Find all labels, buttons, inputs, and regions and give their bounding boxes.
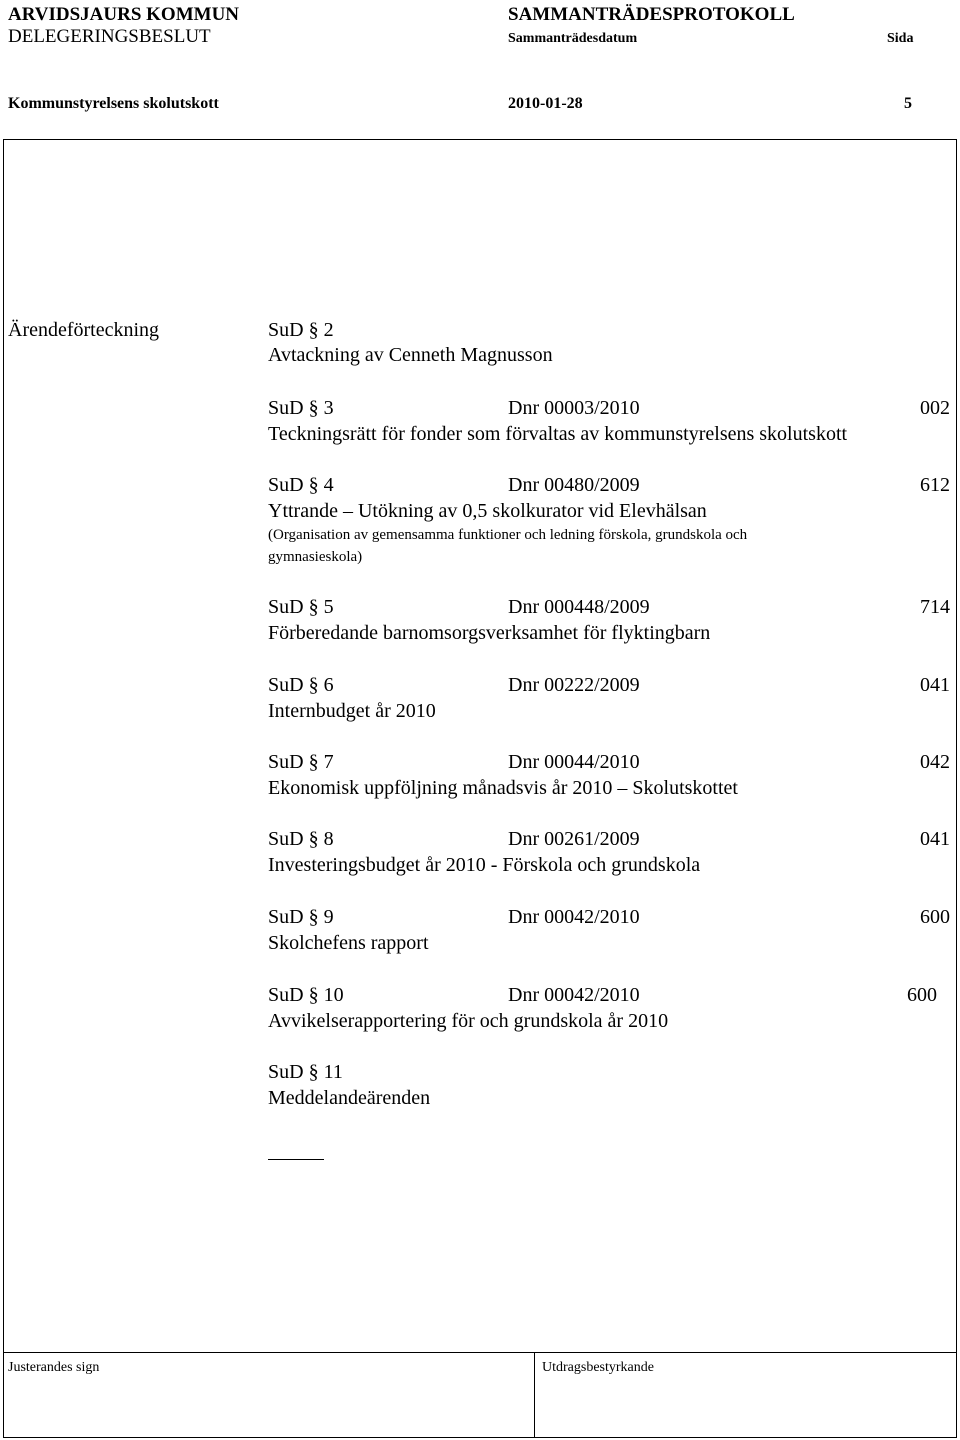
item-code: SuD § 9 <box>268 906 334 928</box>
sign-label: Justerandes sign <box>8 1360 100 1375</box>
item-code: SuD § 10 <box>268 984 344 1006</box>
item-title: Ekonomisk uppföljning månadsvis år 2010 – Skolutskottet <box>268 777 738 799</box>
item-title: Teckningsrätt för fonder som förvaltas av kommunstyrelsens skolutskott <box>268 423 848 445</box>
item-number: 002 <box>920 397 950 419</box>
item-code: SuD § 6 <box>268 674 334 696</box>
protocol-title: SAMMANTRÄDESPROTOKOLL <box>508 4 795 25</box>
footer-divider <box>534 1352 535 1438</box>
item-code: SuD § 3 <box>268 397 334 419</box>
item-title: Förberedande barnomsorgsverksamhet för flyktingbarn <box>268 622 711 644</box>
end-rule <box>268 1159 324 1160</box>
item-number: 600 <box>907 984 937 1006</box>
item-dnr: Dnr 00261/2009 <box>508 828 640 850</box>
item-code: SuD § 2 <box>268 319 334 341</box>
item-code: SuD § 8 <box>268 828 334 850</box>
item-number: 612 <box>920 474 950 496</box>
item-number: 714 <box>920 596 950 618</box>
item-title: Avtackning av Cenneth Magnusson <box>268 344 553 366</box>
item-title: Avvikelserapportering för och grundskola år 2010 <box>268 1010 669 1032</box>
item-code: SuD § 7 <box>268 751 334 773</box>
item-number: 600 <box>920 906 950 928</box>
item-code: SuD § 11 <box>268 1061 343 1083</box>
meeting-date: 2010-01-28 <box>508 95 583 112</box>
item-title: Meddelandeärenden <box>268 1087 431 1109</box>
item-dnr: Dnr 000448/2009 <box>508 596 650 618</box>
item-dnr: Dnr 00044/2010 <box>508 751 640 773</box>
committee-name: Kommunstyrelsens skolutskott <box>8 95 219 112</box>
page-label: Sida <box>887 31 914 46</box>
item-number: 041 <box>920 674 950 696</box>
item-code: SuD § 5 <box>268 596 334 618</box>
page-number: 5 <box>904 95 912 112</box>
item-dnr: Dnr 00042/2010 <box>508 906 640 928</box>
doc-type: DELEGERINGSBESLUT <box>8 26 211 47</box>
item-number: 042 <box>920 751 950 773</box>
item-title: Skolchefens rapport <box>268 932 429 954</box>
item-note-continued: gymnasieskola) <box>268 549 363 565</box>
org-name: ARVIDSJAURS KOMMUN <box>8 4 240 25</box>
item-title: Investeringsbudget år 2010 - Förskola och grundskola <box>268 854 701 876</box>
item-dnr: Dnr 00042/2010 <box>508 984 640 1006</box>
item-note: (Organisation av gemensamma funktioner och ledning förskola, grundskola och <box>268 527 748 543</box>
item-dnr: Dnr 00003/2010 <box>508 397 640 419</box>
date-label: Sammanträdesdatum <box>508 31 638 46</box>
item-code: SuD § 4 <box>268 474 334 496</box>
item-dnr: Dnr 00480/2009 <box>508 474 640 496</box>
section-label: Ärendeförteckning <box>8 319 160 341</box>
item-number: 041 <box>920 828 950 850</box>
item-title: Yttrande – Utökning av 0,5 skolkurator vid Elevhälsan <box>268 500 707 522</box>
item-dnr: Dnr 00222/2009 <box>508 674 640 696</box>
extract-label: Utdragsbestyrkande <box>542 1360 654 1375</box>
item-title: Internbudget år 2010 <box>268 700 436 722</box>
footer-frame <box>3 1352 957 1438</box>
